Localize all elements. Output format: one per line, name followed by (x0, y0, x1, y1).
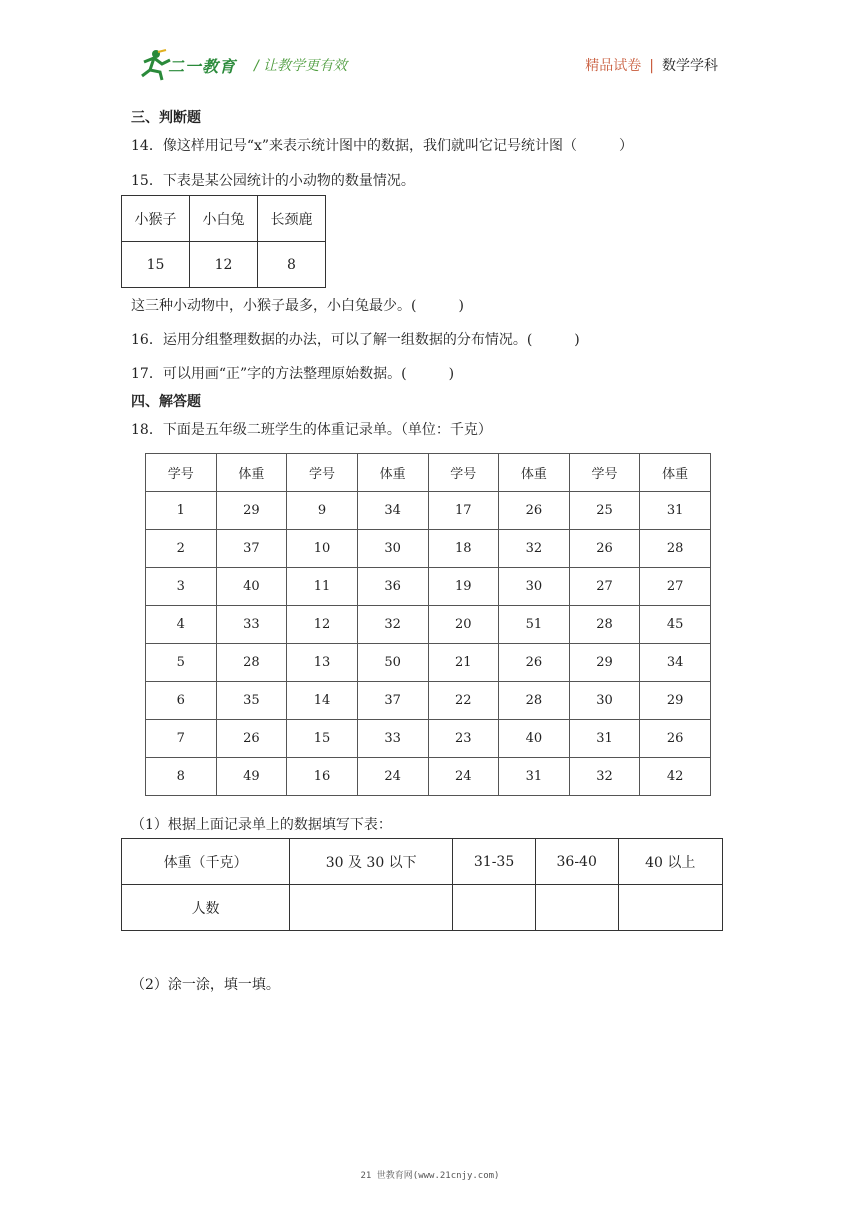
table-cell: 33 (357, 720, 428, 758)
table-row (146, 606, 711, 644)
answer-cell[interactable] (453, 885, 536, 931)
slogan: / 让教学更有效 (254, 58, 348, 74)
table-cell: 37 (216, 530, 287, 568)
question-16: 16．运用分组整理数据的办法，可以了解一组数据的分布情况。( ) (131, 332, 580, 348)
table-cell: 29 (216, 492, 287, 530)
table-header-cell: 学号 (287, 454, 358, 492)
table-cell: 27 (569, 568, 640, 606)
page-footer: 21 世教育网(www.21cnjy.com) (360, 1171, 500, 1181)
table-header-cell: 长颈鹿 (258, 196, 326, 242)
answer-cell[interactable] (618, 885, 723, 931)
table-cell: 6 (146, 682, 217, 720)
question-17: 17．可以用画“正”字的方法整理原始数据。( ) (131, 366, 455, 382)
table-cell: 30 (569, 682, 640, 720)
question-15-statement: 这三种小动物中，小猴子最多，小白兔最少。( ) (131, 298, 464, 314)
table-header-cell: 学号 (569, 454, 640, 492)
table-cell: 27 (640, 568, 711, 606)
table-cell: 22 (428, 682, 499, 720)
table-cell: 31 (640, 492, 711, 530)
table-cell: 28 (216, 644, 287, 682)
table-row (146, 758, 711, 796)
table-cell: 16 (287, 758, 358, 796)
table-cell: 8 (146, 758, 217, 796)
table-cell: 4 (146, 606, 217, 644)
table-cell: 50 (357, 644, 428, 682)
table-row (146, 644, 711, 682)
table-cell: 28 (569, 606, 640, 644)
table-cell: 42 (640, 758, 711, 796)
table-cell: 37 (357, 682, 428, 720)
table-cell: 19 (428, 568, 499, 606)
table-cell: 32 (499, 530, 570, 568)
table-cell: 5 (146, 644, 217, 682)
table-header-cell: 30 及 30 以下 (290, 839, 453, 885)
table-header-cell: 40 以上 (618, 839, 723, 885)
table-cell: 33 (216, 606, 287, 644)
table-cell: 34 (640, 644, 711, 682)
table-header-cell: 体重 (640, 454, 711, 492)
table-cell: 14 (287, 682, 358, 720)
table-row (146, 492, 711, 530)
table-cell: 7 (146, 720, 217, 758)
tag-subject: 数学学科 (662, 58, 718, 74)
table-cell: 26 (499, 492, 570, 530)
tag-premium: 精品试卷 (585, 58, 642, 74)
question-18-intro: 18．下面是五年级二班学生的体重记录单。（单位：千克） (131, 422, 492, 438)
table-cell: 12 (190, 242, 258, 288)
table-cell: 17 (428, 492, 499, 530)
table-cell: 26 (569, 530, 640, 568)
table-cell: 21 (428, 644, 499, 682)
table-cell: 30 (357, 530, 428, 568)
weight-group-table (121, 838, 723, 931)
table-cell: 24 (357, 758, 428, 796)
table-cell: 10 (287, 530, 358, 568)
table-cell: 15 (287, 720, 358, 758)
table-cell: 20 (428, 606, 499, 644)
table-cell: 26 (640, 720, 711, 758)
answer-cell[interactable] (290, 885, 453, 931)
answer-cell[interactable] (535, 885, 618, 931)
table-cell: 8 (258, 242, 326, 288)
table-cell: 35 (216, 682, 287, 720)
table-header-cell: 小白兔 (190, 196, 258, 242)
table-cell: 40 (499, 720, 570, 758)
table-cell: 28 (499, 682, 570, 720)
table-header-cell: 体重 (357, 454, 428, 492)
table-cell: 49 (216, 758, 287, 796)
table-header-cell: 36-40 (535, 839, 618, 885)
table-cell: 31 (499, 758, 570, 796)
table-cell: 31 (569, 720, 640, 758)
row-label-cell: 人数 (122, 885, 290, 931)
table-cell: 30 (499, 568, 570, 606)
table-cell: 12 (287, 606, 358, 644)
table-header-cell: 体重（千克） (122, 839, 290, 885)
table-cell: 29 (640, 682, 711, 720)
question-14: 14．像这样用记号“x”来表示统计图中的数据，我们就叫它记号统计图（ ） (131, 138, 634, 154)
animal-count-table (121, 195, 326, 288)
table-cell: 11 (287, 568, 358, 606)
table-header-cell: 学号 (146, 454, 217, 492)
table-cell: 32 (569, 758, 640, 796)
table-cell: 3 (146, 568, 217, 606)
table-cell: 40 (216, 568, 287, 606)
table-cell: 23 (428, 720, 499, 758)
table-header-cell: 31-35 (453, 839, 536, 885)
subquestion-2: （2）涂一涂，填一填。 (131, 977, 280, 993)
table-cell: 29 (569, 644, 640, 682)
table-cell: 24 (428, 758, 499, 796)
subquestion-1: （1）根据上面记录单上的数据填写下表： (131, 817, 392, 833)
question-15-intro: 15．下表是某公园统计的小动物的数量情况。 (131, 173, 415, 189)
weight-record-table (145, 453, 711, 796)
table-row (146, 720, 711, 758)
table-cell: 32 (357, 606, 428, 644)
table-header-cell: 体重 (499, 454, 570, 492)
table-cell: 28 (640, 530, 711, 568)
table-cell: 25 (569, 492, 640, 530)
table-cell: 26 (216, 720, 287, 758)
table-cell: 36 (357, 568, 428, 606)
table-cell: 51 (499, 606, 570, 644)
page-header (0, 0, 860, 92)
table-cell: 26 (499, 644, 570, 682)
table-cell: 15 (122, 242, 190, 288)
table-cell: 45 (640, 606, 711, 644)
table-cell: 13 (287, 644, 358, 682)
table-row (146, 682, 711, 720)
table-cell: 9 (287, 492, 358, 530)
table-row (146, 568, 711, 606)
section-4-title: 四、解答题 (131, 394, 201, 410)
section-3-title: 三、判断题 (131, 110, 201, 126)
table-cell: 18 (428, 530, 499, 568)
table-header-cell: 小猴子 (122, 196, 190, 242)
table-cell: 1 (146, 492, 217, 530)
table-header-cell: 体重 (216, 454, 287, 492)
header-separator: | (649, 58, 654, 74)
logo-text: 二一教育 (168, 57, 237, 76)
header-tags (585, 55, 718, 75)
table-header-cell: 学号 (428, 454, 499, 492)
table-row (146, 530, 711, 568)
table-cell: 2 (146, 530, 217, 568)
table-cell: 34 (357, 492, 428, 530)
table-header-row (146, 454, 711, 492)
